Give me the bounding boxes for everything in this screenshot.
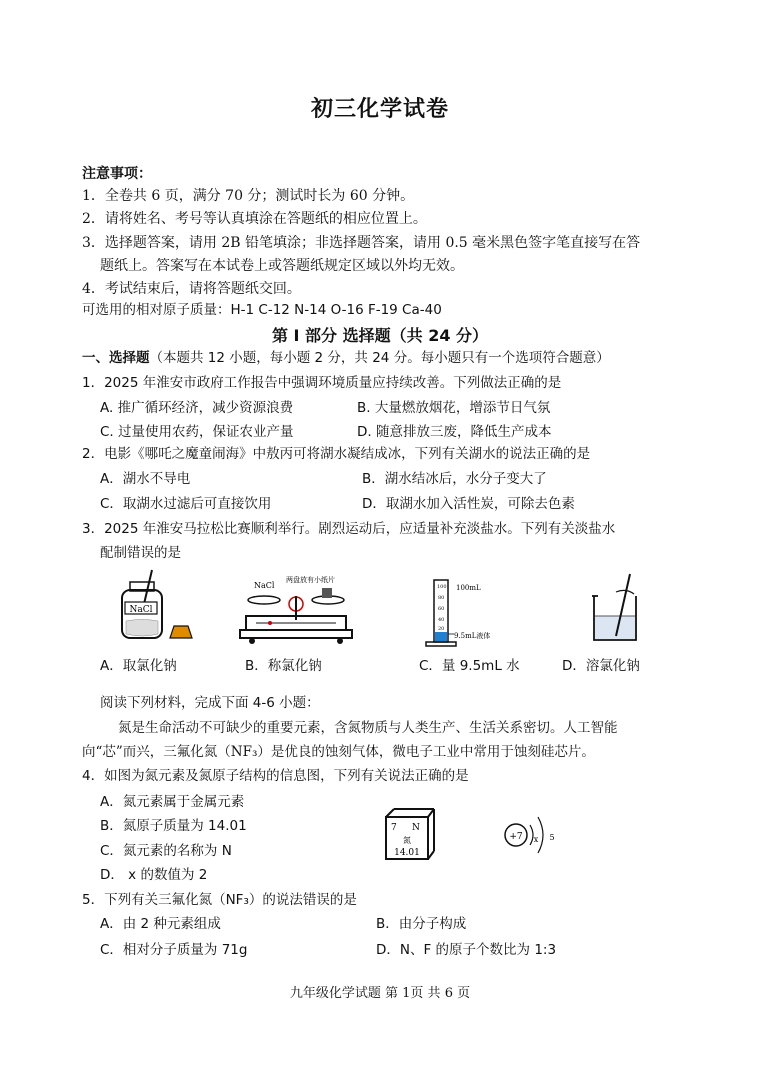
q1-option-a: A. 推广循环经济，减少资源浪费 <box>100 400 294 416</box>
note-item-2: 2．请将姓名、考号等认真填涂在答题纸的相应位置上。 <box>82 211 427 227</box>
card-symbol: N <box>412 823 420 833</box>
atom-nucleus: +7 <box>509 832 523 842</box>
card-name: 氮 <box>403 836 411 845</box>
q2-option-d: D．取湖水加入活性炭，可除去色素 <box>362 496 575 512</box>
section-header <box>82 348 610 368</box>
q3-stem: 3．2025 年淮安马拉松比赛顺利举行。剧烈运动后，应适量补充淡盐水。下列有关淡盐水 <box>82 521 616 537</box>
q3-option-a: A．取氯化钠 <box>100 658 177 674</box>
q2-option-a: A．湖水不导电 <box>100 471 191 487</box>
reading-paragraph-1: 氮是生命活动不可缺少的重要元素，含氮物质与人类生产、生活关系密切。人工智能 <box>118 720 618 736</box>
q3-option-c: C．量 9.5mL 水 <box>419 658 520 674</box>
cylinder-level-label: 9.5mL液体 <box>454 632 491 640</box>
page-title: 初三化学试卷 <box>310 97 449 122</box>
q4-option-b: B．氮原子质量为 14.01 <box>100 818 247 834</box>
nacl-label: NaCl <box>129 605 153 615</box>
element-card-image <box>376 805 436 865</box>
atomic-masses: 可选用的相对原子质量：H-1 C-12 N-14 O-16 F-19 Ca-40 <box>82 302 442 318</box>
q2-option-c: C．取湖水过滤后可直接饮用 <box>100 496 272 512</box>
balance-image <box>236 574 356 646</box>
cylinder-tick-20: 20 <box>438 626 445 632</box>
q5-stem: 5．下列有关三氟化氮（NF₃）的说法错误的是 <box>82 892 357 908</box>
q3-option-d: D．溶氯化钠 <box>562 658 640 674</box>
beaker-stirring-image <box>586 570 646 646</box>
cylinder-tick-100: 100 <box>437 584 447 590</box>
q4-option-d: D． x 的数值为 2 <box>100 867 208 883</box>
q5-option-c: C．相对分子质量为 71g <box>100 942 248 958</box>
cylinder-tick-40: 40 <box>438 617 445 623</box>
part1-title: 第 I 部分 选择题（共 24 分） <box>271 326 489 345</box>
page-footer: 九年级化学试题 第 1页 共 6 页 <box>289 986 471 1001</box>
nacl-bottle-image <box>108 566 198 646</box>
q2-option-b: B．湖水结冰后，水分子变大了 <box>362 471 547 487</box>
cylinder-tick-80: 80 <box>438 595 445 601</box>
section-label: 一、选择题 <box>82 350 150 366</box>
q4-stem: 4．如图为氮元素及氮原子结构的信息图，下列有关说法正确的是 <box>82 768 469 784</box>
balance-top-label: 两盘放有小纸片 <box>286 576 335 584</box>
atom-shell-2: 5 <box>549 833 555 842</box>
q1-option-d: D. 随意排放三废，降低生产成本 <box>357 424 552 440</box>
q3-option-b: B．称氯化钠 <box>245 658 322 674</box>
cylinder-volume-label: 100mL <box>456 584 481 592</box>
card-atomic-number: 7 <box>391 823 397 833</box>
atom-structure-image <box>496 805 566 865</box>
note-item-3-cont: 题纸上。答案写在本试卷上或答题纸规定区域以外均无效。 <box>100 258 464 274</box>
note-item-1: 1．全卷共 6 页，满分 70 分；测试时长为 60 分钟。 <box>82 188 415 204</box>
q4-option-a: A．氮元素属于金属元素 <box>100 794 245 810</box>
notes-heading: 注意事项： <box>82 166 152 182</box>
q1-option-c: C. 过量使用农药，保证农业产量 <box>100 424 294 440</box>
q1-stem: 1．2025 年淮安市政府工作报告中强调环境质量应持续改善。下列做法正确的是 <box>82 375 562 391</box>
section-desc: （本题共 12 小题，每小题 2 分，共 24 分。每小题只有一个选项符合题意） <box>149 350 610 366</box>
q5-option-d: D．N、F 的原子个数比为 1:3 <box>376 942 557 958</box>
q5-option-a: A．由 2 种元素组成 <box>100 916 221 932</box>
q2-stem: 2．电影《哪吒之魔童闹海》中敖丙可将湖水凝结成冰，下列有关湖水的说法正确的是 <box>82 446 591 462</box>
q3-stem-cont: 配制错误的是 <box>100 545 181 561</box>
cylinder-tick-60: 60 <box>438 606 445 612</box>
graduated-cylinder-image <box>420 576 500 648</box>
reading-paragraph-2: 向“芯”而兴，三氟化氮（NF₃）是优良的蚀刻气体，微电子工业中常用于蚀刻硅芯片。 <box>82 744 595 760</box>
q5-option-b: B．由分子构成 <box>376 916 467 932</box>
note-item-3: 3．选择题答案，请用 2B 铅笔填涂；非选择题答案，请用 0.5 毫米黑色签字笔直接写在答 <box>82 235 641 251</box>
q4-option-c: C．氮元素的名称为 N <box>100 843 232 859</box>
reading-intro: 阅读下列材料，完成下面 4-6 小题： <box>100 695 320 711</box>
q1-option-b: B. 大量燃放烟花，增添节日气氛 <box>357 400 551 416</box>
note-item-4: 4．考试结束后，请将答题纸交回。 <box>82 281 301 297</box>
card-mass: 14.01 <box>394 848 420 858</box>
balance-nacl-label: NaCl <box>254 581 275 590</box>
atom-shell-1: x <box>533 835 539 844</box>
